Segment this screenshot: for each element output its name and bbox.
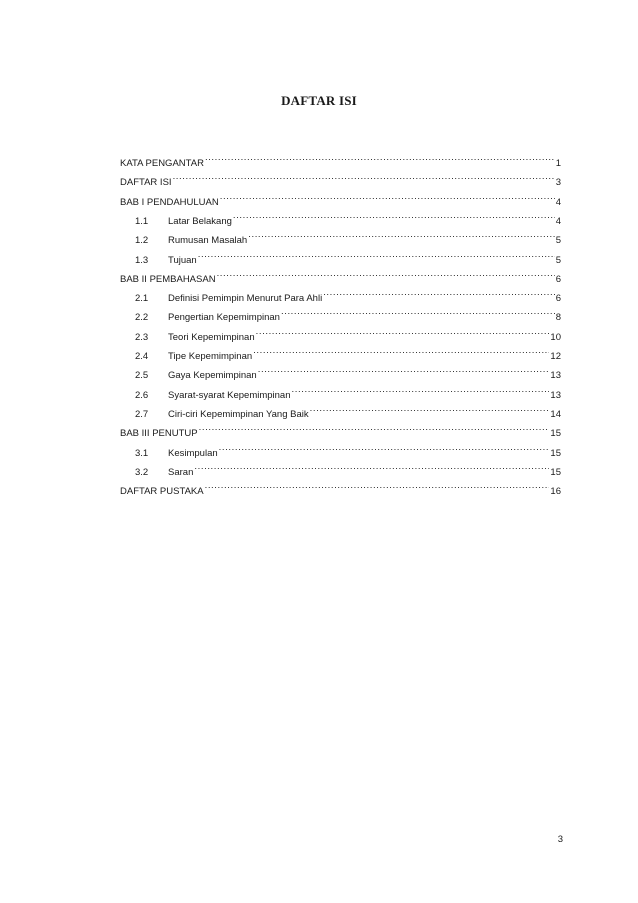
toc-entry-label: BAB III PENUTUP [120,428,198,439]
toc-entry-bab-2[interactable] [120,266,561,285]
dot-leader [233,208,555,224]
dot-leader [281,304,555,320]
toc-entry-number: 2.6 [135,390,149,401]
dot-leader [198,247,555,263]
dot-leader [205,478,550,494]
toc-entry-label: Rumusan Masalah [168,235,248,246]
toc-entry-2-1[interactable] [120,285,561,304]
toc-entry-number: 2.3 [135,332,149,343]
toc-entry-bab-3[interactable] [120,420,561,439]
toc-entry-page: 8 [555,312,561,323]
toc-entry-2-3[interactable] [120,324,561,343]
toc-entry-page: 1 [555,158,561,169]
toc-entry-page: 13 [550,370,561,381]
toc-entry-kata-pengantar[interactable] [120,150,561,169]
toc-entry-page: 4 [555,216,561,227]
dot-leader [220,189,555,205]
toc-entry-page: 4 [555,197,561,208]
toc-entry-2-2[interactable] [120,304,561,323]
dot-leader [256,324,550,340]
toc-entry-3-2[interactable] [120,459,561,478]
toc-entry-bab-1[interactable] [120,189,561,208]
toc-entry-label: Kesimpulan [168,448,218,459]
toc-entry-page: 6 [555,293,561,304]
page-title: DAFTAR ISI [281,93,357,108]
toc-entry-label: Definisi Pemimpin Menurut Para Ahli [168,293,323,304]
dot-leader [199,420,550,436]
toc-entry-daftar-pustaka[interactable] [120,478,561,497]
toc-entry-label: Latar Belakang [168,216,232,227]
toc-entry-1-1[interactable] [120,208,561,227]
toc-entry-label: KATA PENGANTAR [120,158,204,169]
toc-entry-number: 1.1 [135,216,149,227]
dot-leader [253,343,549,359]
toc-entry-2-7[interactable] [120,401,561,420]
toc-entry-2-6[interactable] [120,382,561,401]
toc-entry-label: Gaya Kepemimpinan [168,370,257,381]
toc-entry-label: Teori Kepemimpinan [168,332,255,343]
toc-entry-page: 15 [550,448,561,459]
toc-entry-number: 2.4 [135,351,149,362]
toc-entry-1-3[interactable] [120,247,561,266]
toc-entry-page: 3 [555,177,561,188]
toc-entry-number: 3.2 [135,467,149,478]
dot-leader [205,150,555,166]
toc-entry-label: BAB I PENDAHULUAN [120,197,219,208]
toc-entry-label: Ciri-ciri Kepemimpinan Yang Baik [168,409,309,420]
toc-entry-number: 3.1 [135,448,149,459]
toc-entry-page: 12 [550,351,561,362]
page-number: 3 [557,834,563,845]
toc-entry-page: 16 [550,486,561,497]
toc-entry-label: Saran [168,467,194,478]
dot-leader [323,285,555,301]
toc-entry-label: Tujuan [168,255,197,266]
toc-entry-number: 1.2 [135,235,149,246]
toc-entry-page: 14 [550,409,561,420]
toc-entry-2-5[interactable] [120,362,561,381]
toc-entry-1-2[interactable] [120,227,561,246]
dot-leader [173,169,555,185]
toc-entry-2-4[interactable] [120,343,561,362]
dot-leader [292,382,550,398]
toc-entry-number: 2.2 [135,312,149,323]
toc-entry-page: 6 [555,274,561,285]
toc-entry-label: DAFTAR PUSTAKA [120,486,204,497]
dot-leader [310,401,550,417]
toc-entry-3-1[interactable] [120,440,561,459]
toc-entry-page: 5 [555,255,561,266]
toc-entry-label: Tipe Kepemimpinan [168,351,253,362]
toc-entry-page: 10 [550,332,561,343]
toc-entry-daftar-isi[interactable] [120,169,561,188]
toc-entry-page: 13 [550,390,561,401]
toc-entry-number: 2.5 [135,370,149,381]
toc-entry-number: 2.7 [135,409,149,420]
toc-entry-label: Pengertian Kepemimpinan [168,312,280,323]
toc-entry-label: BAB II PEMBAHASAN [120,274,216,285]
toc-entry-number: 1.3 [135,255,149,266]
dot-leader [217,266,555,282]
toc-entry-label: Syarat-syarat Kepemimpinan [168,390,291,401]
toc-entry-page: 15 [550,467,561,478]
dot-leader [258,362,550,378]
dot-leader [219,440,550,456]
toc-entry-number: 2.1 [135,293,149,304]
toc-entry-page: 5 [555,235,561,246]
dot-leader [248,227,554,243]
dot-leader [194,459,549,475]
toc-entry-label: DAFTAR ISI [120,177,172,188]
toc-entry-page: 15 [550,428,561,439]
